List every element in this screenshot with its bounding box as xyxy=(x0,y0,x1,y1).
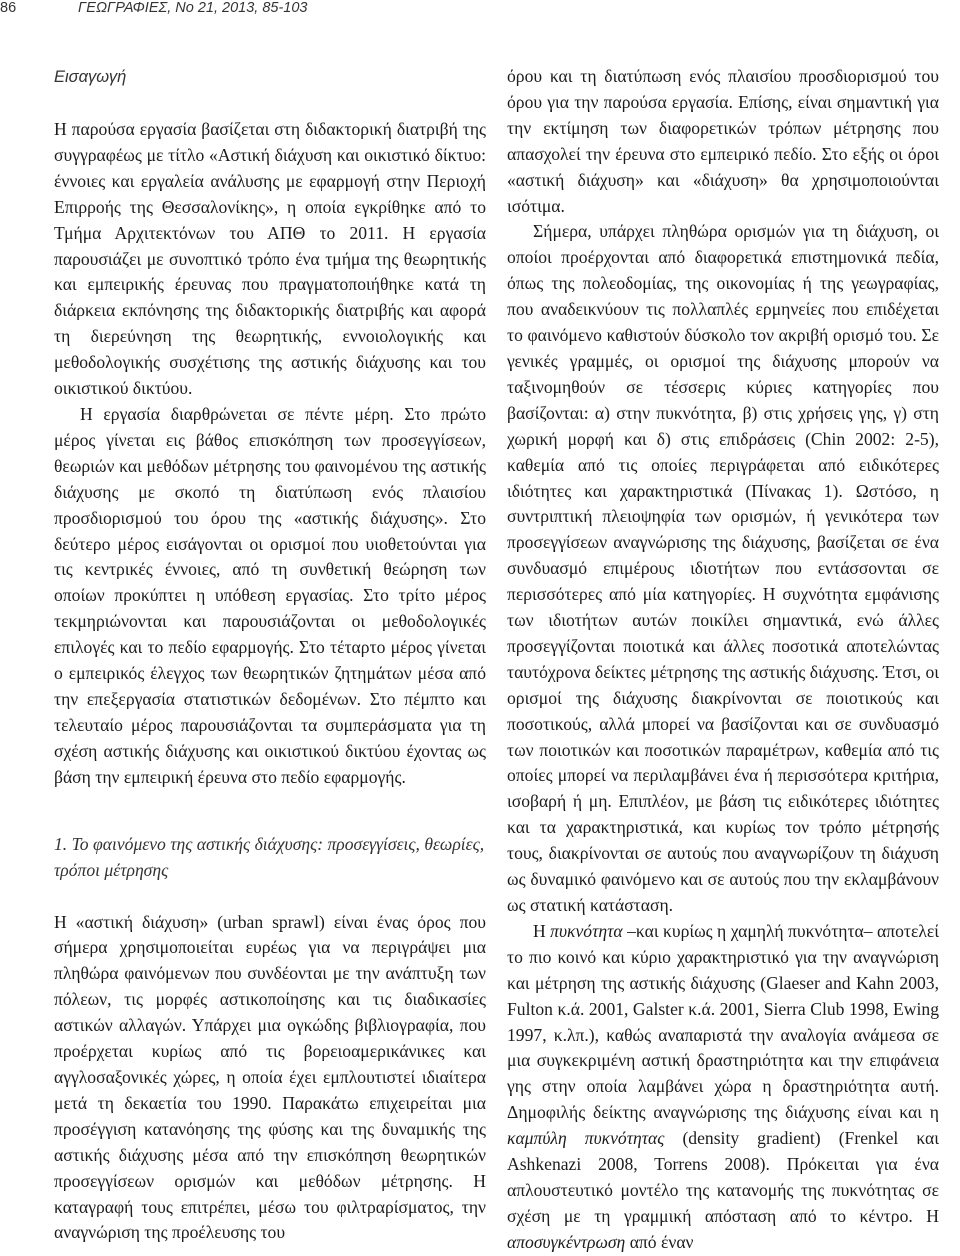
text-run: (density gradient) (Frenkel και Ashkenazi 2008, Torrens 2008). Πρόκειται για ένα απλουστευτικό μοντέλο της κατανομής της πυκνότητας σε σχέση με τη γραμμική απόσταση από το κέντρο. Η xyxy=(507,1128,939,1226)
right-paragraph-2: Σήμερα, υπάρχει πληθώρα ορισμών για τη διάχυση, οι οποίοι προέρχονται από διαφορετικά επιστημονικά πεδία, όπως της πολεοδομίας, της οικονομίας ή της γεωγραφίας, που αναδεικνύουν τις πολλαπλές ερμηνείες που επιδέχεται το φαινόμενο καθιστούν δύσκολο τον ακριβή ορισμό του. Σε γενικές γραμμές, οι ορισμοί της διάχυσης μπορούν να ταξινομηθούν σε τέσσερις κύριες κατηγορίες που βασίζονται: α) στην πυκνότητα, β) στις χρήσεις γης, γ) στη χωρική μορφή και δ) στις επιδράσεις (Chin 2002: 2-5), καθεμία από τις οποίες περιγράφεται από ειδικότερες ιδιότητες και χαρακτηριστικά (Πίνακας 1). Ωστόσο, η συντριπτική πλειοψηφία των ορισμών, ή γενικότερα των προσεγγίσεων αναγνώρισης της διάχυσης, βασίζεται σε ένα συνδυασμό επιμέρους ιδιοτήτων που εντάσσονται σε περισσότερες από μία κατηγορίες. Η συχνότητα εμφάνισης των ιδιοτήτων αυτών ποικίλει σημαντικά, ενώ άλλες προσεγγίζονται ποιοτικά και άλλες ποσοτικά αποτελώντας ταυτόχρονα δείκτες μέτρησης της αστικής διάχυσης. Έτσι, οι ορισμοί της διάχυσης διακρίνονται σε ποιοτικούς και ποσοτικούς, αλλά μπορεί να βασίζονται και σε συνδυασμό των ποιοτικών και ποσοτικών παραμέτρων, καθεμία από τις οποίες μπορεί να περιλαμβάνει ένα ή περισσότερα κριτήρια, ισοβαρή ή μη. Επιπλέον, με βάση τις ειδικότερες ιδιότητες και τα χαρακτηριστικά, και κυρίως τον τρόπο μέτρησής τους, διακρίνονται σε αυτούς που αναγνωρίζουν τη διάχυση ως δυναμικό φαινόμενο και σε αυτούς που την εκλαμβάνουν ως στατική κατάσταση. xyxy=(507,221,939,915)
term-density-gradient: καμπύλη πυκνότητας xyxy=(507,1128,665,1149)
text-run: Η xyxy=(533,920,551,941)
text-run: από έναν xyxy=(625,1231,694,1252)
right-column xyxy=(507,64,939,1256)
right-paragraph-1: όρου και τη διατύπωση ενός πλαισίου προσδιορισμού του όρου για την παρούσα εργασία. Επίσης, είναι σημαντική για την εκτίμηση των διαφορετικών τρόπων μέτρησης που απασχολεί την έρευνα στο εμπειρικό πεδίο. Στο εξής οι όροι «αστική διάχυση» και «διάχυση» θα χρησιμοποιούνται ισότιμα. xyxy=(507,66,939,216)
text-run: –και κυρίως η χαμηλή πυκνότητα– αποτελεί το πιο κοινό και κύριο χαρακτηριστικό για την αναγνώριση και μέτρηση της αστικής διάχυσης (Glaeser and Kahn 2003, Fulton κ.ά. 2001, Galster κ.ά. 2001, Sierra Club 1998, Ewing 1997, κ.λπ.), καθώς αναπαριστά την αναλογία ανάμεσα σε μια συγκεκριμένη αστική δραστηριότητα και την επιφάνεια γης στην οποία λαμβάνει χώρα η δραστηριότητα αυτή. Δημοφιλής δείκτης αναγνώρισης της διάχυσης είναι και η xyxy=(507,920,939,1123)
intro-heading: Εισαγωγή xyxy=(54,68,127,86)
left-column xyxy=(54,64,486,1246)
journal-citation: ΓΕΩΓΡΑΦΙΕΣ, Νο 21, 2013, 85-103 xyxy=(78,0,308,16)
right-paragraph-3 xyxy=(507,919,939,1256)
term-deconcentration: αποσυγκέντρωση xyxy=(507,1231,626,1252)
intro-paragraph-2: Η εργασία διαρθρώνεται σε πέντε μέρη. Στο πρώτο μέρος γίνεται εις βάθος επισκόπηση των προσεγγίσεων, θεωριών και μεθόδων μέτρησης του φαινομένου της αστικής διάχυσης με σκοπό τη διατύπωση ενός πλαισίου προσδιορισμού του όρου της «αστικής διάχυσης». Στο δεύτερο μέρος εισάγονται οι ορισμοί που υιοθετούνται για τις κεντρικές έννοιες, από τη συνθετική θεώρηση των οποίων προκύπτει η υπόθεση εργασίας. Στο τρίτο μέρος τεκμηριώνονται και παρουσιάζονται οι μεθοδολογικές επιλογές και το πεδίο εφαρμογής. Στο τέταρτο μέρος γίνεται ο εμπειρικός έλεγχος των θεωρητικών ζητημάτων μέσα από την επεξεργασία στατιστικών δεδομένων. Στο πέμπτο και τελευταίο μέρος παρουσιάζονται τα συμπεράσματα για τη σχέση αστικής διάχυσης και οικιστικού δικτύου έχοντας ως βάση την εμπειρική έρευνα στο πεδίο εφαρμογής. xyxy=(54,403,486,787)
section-1-heading: 1. Το φαινόμενο της αστικής διάχυσης: προσεγγίσεις, θεωρίες, τρόποι μέτρησης xyxy=(54,833,485,880)
page-number: 86 xyxy=(0,0,17,16)
section-1-paragraph-1: Η «αστική διάχυση» (urban sprawl) είναι ένας όρος που σήμερα χρησιμοποιείται ευρέως για να περιγράψει μια πληθώρα φαινόμενων που συνδέονται με την ανάπτυξη των πόλεων, τις μορφές αστικοποίησης και τις διαδικασίες αστικών αλλαγών. Υπάρχει μια ογκώδης βιβλιογραφία, που προέρχεται κυρίως από τις βορειοαμερικάνικες και αγγλοσαξονικές χώρες, η οποία έχει εμπλουτιστεί ιδιαίτερα μετά τη δεκαετία του 1990. Παρακάτω επιχειρείται μια προσέγγιση κατανόησης της φύσης και της δυναμικής της αστικής διάχυσης μέσα από την επισκόπηση θεωρητικών προσεγγίσεων ορισμών και μεθόδων μέτρησης. Η καταγραφή τους επιτρέπει, μέσω του φιλτραρίσματος, την αναγνώριση της προέλευσης του xyxy=(54,911,486,1243)
intro-paragraph-1: Η παρούσα εργασία βασίζεται στη διδακτορική διατριβή της συγγραφέως με τίτλο «Αστική διάχυση και οικιστικό δίκτυο: έννοιες και εργαλεία ανάλυσης με εφαρμογή στην Περιοχή Επιρροής της Θεσσαλονίκης», η οποία εγκρίθηκε από το Τμήμα Αρχιτεκτόνων του ΑΠΘ το 2011. Η εργασία παρουσιάζει με συνοπτικό τρόπο ένα τμήμα της θεωρητικής και εμπειρικής έρευνας που πραγματοποιήθηκε κατά τη διάρκεια εκπόνησης της διδακτορικής διατριβής και αφορά τη διερεύνηση της θεωρητικής, εννοιολογικής και μεθοδολογικής συσχέτισης της αστικής διάχυσης και του οικιστικού δικτύου. xyxy=(54,119,486,399)
term-density: πυκνότητα xyxy=(550,920,623,941)
